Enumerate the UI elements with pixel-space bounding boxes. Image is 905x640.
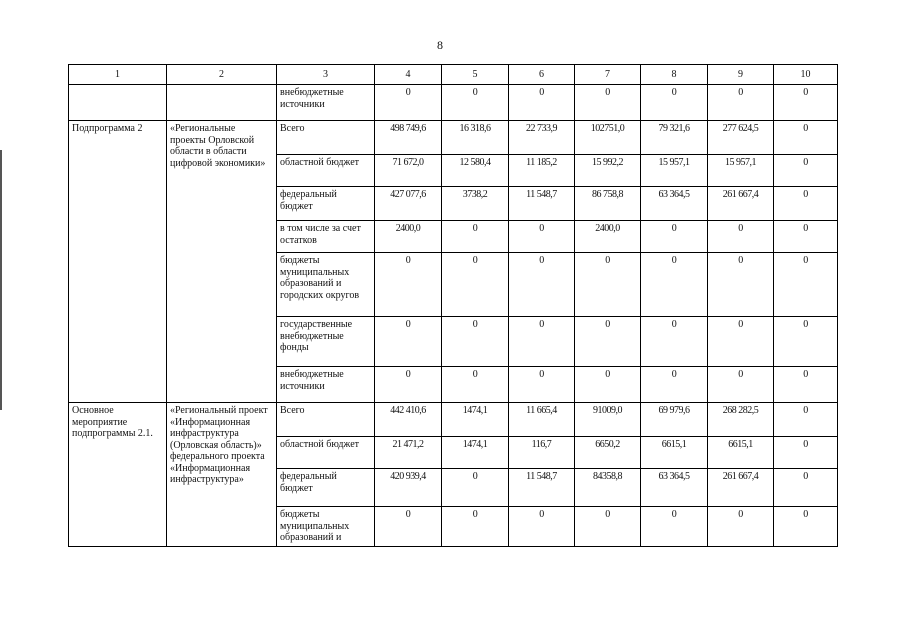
value-cell: 86 758,8 [575,187,641,221]
value-cell: 0 [708,367,774,403]
value-cell: 16 318,6 [442,121,509,155]
value-cell: 0 [774,253,838,317]
program-name-cell: Основное мероприятие подпрограммы 2.1. [69,403,167,547]
value-cell: 11 665,4 [509,403,575,437]
value-cell: 0 [442,85,509,121]
value-cell: 0 [375,85,442,121]
funding-source-cell: внебюджетные источники [277,85,375,121]
value-cell: 0 [575,367,641,403]
value-cell: 0 [442,221,509,253]
value-cell: 0 [708,507,774,547]
value-cell: 0 [641,85,708,121]
value-cell: 0 [509,85,575,121]
value-cell: 0 [375,253,442,317]
value-cell: 11 548,7 [509,187,575,221]
value-cell: 15 957,1 [708,155,774,187]
program-name-cell [69,85,167,121]
value-cell: 0 [375,507,442,547]
value-cell: 498 749,6 [375,121,442,155]
value-cell: 63 364,5 [641,187,708,221]
program-title-cell [167,85,277,121]
value-cell: 1474,1 [442,437,509,469]
value-cell: 0 [708,221,774,253]
value-cell: 442 410,6 [375,403,442,437]
value-cell: 11 548,7 [509,469,575,507]
value-cell: 0 [641,317,708,367]
value-cell: 0 [575,85,641,121]
column-header-8: 8 [641,65,708,85]
column-header-4: 4 [375,65,442,85]
value-cell: 268 282,5 [708,403,774,437]
column-header-1: 1 [69,65,167,85]
value-cell: 0 [375,367,442,403]
column-header-6: 6 [509,65,575,85]
header-row [69,65,838,85]
value-cell: 0 [442,317,509,367]
funding-source-cell: Всего [277,121,375,155]
value-cell: 0 [774,85,838,121]
value-cell: 0 [641,253,708,317]
value-cell: 116,7 [509,437,575,469]
value-cell: 0 [708,317,774,367]
value-cell: 0 [641,367,708,403]
value-cell: 0 [509,221,575,253]
value-cell: 79 321,6 [641,121,708,155]
value-cell: 21 471,2 [375,437,442,469]
funding-source-cell: бюджеты муниципальных образований и городских округов [277,253,375,317]
value-cell: 0 [575,317,641,367]
column-header-5: 5 [442,65,509,85]
value-cell: 6615,1 [641,437,708,469]
value-cell: 69 979,6 [641,403,708,437]
value-cell: 0 [774,469,838,507]
value-cell: 0 [774,121,838,155]
program-title-cell: «Региональные проекты Орловской области в области цифровой экономики» [167,121,277,403]
value-cell: 427 077,6 [375,187,442,221]
value-cell: 0 [774,437,838,469]
value-cell: 261 667,4 [708,187,774,221]
value-cell: 277 624,5 [708,121,774,155]
funding-source-cell: внебюджетные источники [277,367,375,403]
value-cell: 0 [774,367,838,403]
funding-source-cell: государственные внебюджетные фонды [277,317,375,367]
value-cell: 0 [509,367,575,403]
program-title-cell: «Региональный проект «Информационная инфраструктура (Орловская область)» федерального проекта «Информационная инфраструктура» [167,403,277,547]
column-header-3: 3 [277,65,375,85]
budget-table [68,64,838,547]
value-cell: 91009,0 [575,403,641,437]
value-cell: 0 [442,253,509,317]
value-cell: 0 [641,507,708,547]
value-cell: 0 [774,221,838,253]
value-cell: 3738,2 [442,187,509,221]
value-cell: 2400,0 [375,221,442,253]
value-cell: 0 [575,507,641,547]
value-cell: 0 [774,403,838,437]
value-cell: 0 [509,317,575,367]
value-cell: 0 [575,253,641,317]
value-cell: 6650,2 [575,437,641,469]
table-body [69,85,838,547]
value-cell: 71 672,0 [375,155,442,187]
funding-source-cell: федеральный бюджет [277,187,375,221]
funding-source-cell: в том числе за счет остатков [277,221,375,253]
funding-source-cell: областной бюджет [277,155,375,187]
value-cell: 261 667,4 [708,469,774,507]
column-header-2: 2 [167,65,277,85]
value-cell: 420 939,4 [375,469,442,507]
value-cell: 84358,8 [575,469,641,507]
column-header-10: 10 [774,65,838,85]
value-cell: 12 580,4 [442,155,509,187]
page-number: 8 [437,38,443,52]
value-cell: 0 [442,469,509,507]
value-cell: 0 [509,253,575,317]
value-cell: 0 [774,187,838,221]
funding-source-cell: Всего [277,403,375,437]
value-cell: 0 [774,507,838,547]
value-cell: 0 [442,507,509,547]
funding-source-cell: федеральный бюджет [277,469,375,507]
value-cell: 63 364,5 [641,469,708,507]
value-cell: 15 957,1 [641,155,708,187]
table-row [69,85,838,121]
program-name-cell: Подпрограмма 2 [69,121,167,403]
value-cell: 1474,1 [442,403,509,437]
value-cell: 6615,1 [708,437,774,469]
value-cell: 0 [774,317,838,367]
value-cell: 0 [774,155,838,187]
value-cell: 0 [442,367,509,403]
scan-edge-mark [0,150,2,410]
value-cell: 0 [708,85,774,121]
column-header-9: 9 [708,65,774,85]
value-cell: 11 185,2 [509,155,575,187]
value-cell: 0 [641,221,708,253]
value-cell: 0 [708,253,774,317]
value-cell: 2400,0 [575,221,641,253]
value-cell: 0 [375,317,442,367]
table-row [69,121,838,155]
value-cell: 102751,0 [575,121,641,155]
funding-source-cell: бюджеты муниципальных образований и [277,507,375,547]
value-cell: 0 [509,507,575,547]
value-cell: 22 733,9 [509,121,575,155]
column-header-7: 7 [575,65,641,85]
value-cell: 15 992,2 [575,155,641,187]
table-row [69,403,838,437]
funding-source-cell: областной бюджет [277,437,375,469]
